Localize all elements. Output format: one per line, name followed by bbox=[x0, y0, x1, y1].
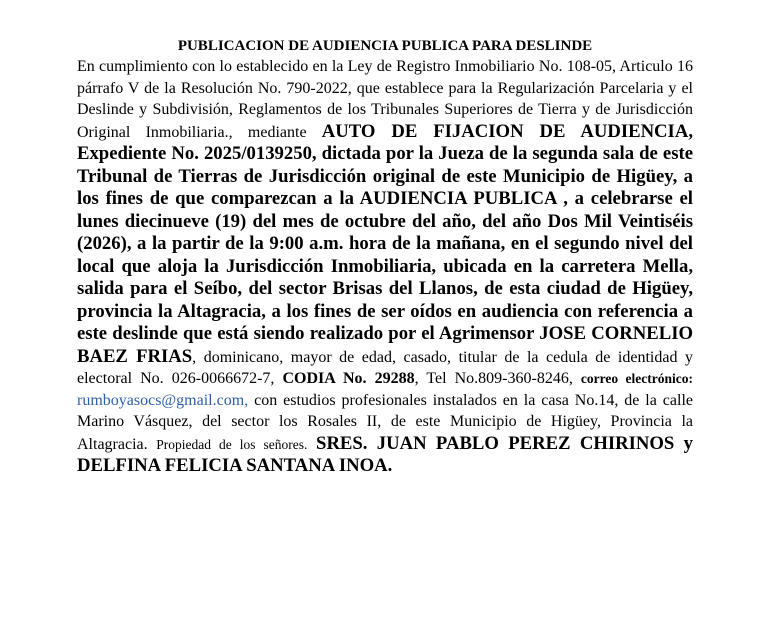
telephone-text: , Tel No.809-360-8246, bbox=[414, 370, 581, 387]
property-owners-label: Propiedad de los señores. bbox=[156, 436, 308, 452]
page-title: PUBLICACION DE AUDIENCIA PUBLICA PARA DESLINDE bbox=[177, 38, 593, 54]
email-label: correo electrónico: bbox=[580, 371, 693, 386]
owners-names: SRES. JUAN PABLO PEREZ CHIRINOS y DELFINA FELICIA SANTANA INOA. bbox=[77, 432, 693, 476]
publication-notice bbox=[77, 36, 693, 478]
auto-fijacion-text: AUTO DE FIJACION DE AUDIENCIA, Expediente No. 2025/0139250, dictada por la Jueza de la segunda sala de este Tribunal de Tierras de Jurisdicción original de este Municipio de Higüey, a los fines de que comparezcan a la AUDIENCIA PUBLICA , a celebrarse el lunes diecinueve (19) del mes de octubre del año, del año Dos Mil Veintiséis (2026), a la partir de la 9:00 a.m. hora de la mañana, en el segundo nivel del local que aloja la Jurisdicción Inmobiliaria, ubicada en la carretera Mella, salida para el Seíbo, del sector Brisas del Llanos, de esta ciudad de Higüey, provincia la Altagracia, a los fines de ser oídos en audiencia con referencia a este deslinde que está siendo realizado por el Agrimensor JOSE CORNELIO BAEZ FRIAS bbox=[77, 120, 693, 367]
agrimensor-details-text: , dominicano, mayor de edad, casado, titular de la cedula de identidad y electoral No. 026-0066672-7, bbox=[77, 348, 694, 387]
address-text: con estudios profesionales instalados en la casa No.14, de la calle Marino Vásquez, del sector los Rosales II, de este Municipio de Higüey, Provincia la Altagracia. bbox=[77, 391, 693, 453]
email-link[interactable]: rumboyasocs@gmail.com, bbox=[77, 391, 249, 409]
notice-body bbox=[77, 56, 693, 478]
codia-number: CODIA No. 29288 bbox=[282, 370, 415, 387]
legal-basis-text: En cumplimiento con lo establecido en la Ley de Registro Inmobiliario No. 108-05, Articulo 16 párrafo V de la Resolución No. 790-2022, que establece para la Regularización Parcelaria y el Deslinde y Subdivisión, Reglamentos de los Tribunales Superiores de Tierra y de Jurisdicción Original Inmobiliaria., mediante bbox=[77, 58, 693, 141]
